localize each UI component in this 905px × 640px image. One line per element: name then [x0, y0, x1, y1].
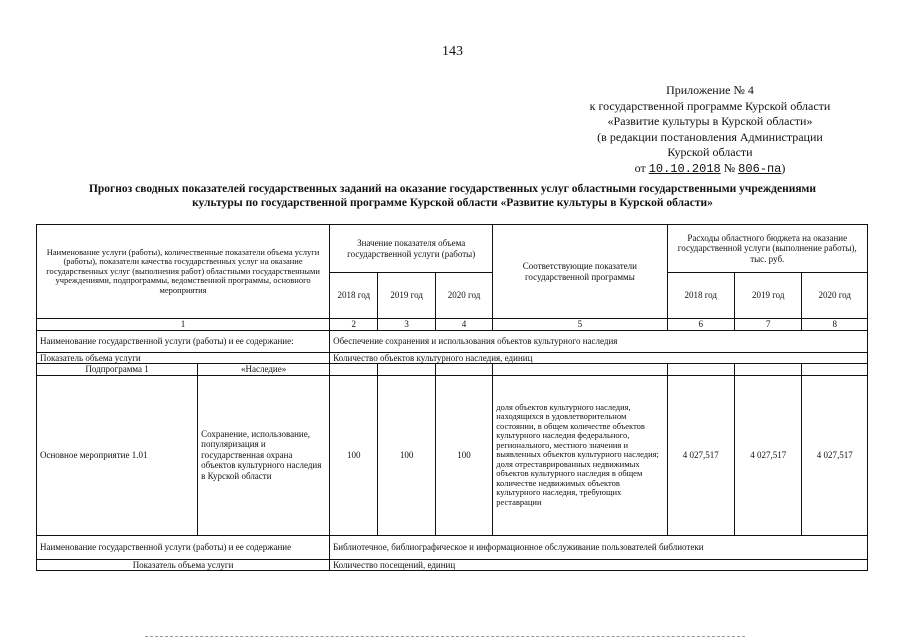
annex-line: Приложение № 4	[666, 83, 754, 97]
volume-value: Количество посещений, единиц	[330, 559, 868, 571]
document-title	[30, 182, 875, 210]
number-prefix: №	[723, 160, 736, 175]
header-name-column: Наименование услуги (работы), количественные показатели объема услуги (работы), показатели качества государственных услуг на оказание государственных услуг (выполнения работ) областными государственными учреждениями, подпрограммы, ведомственной программы, основного мероприятия	[37, 225, 330, 319]
header-budget-2019: 2019 год	[734, 273, 801, 319]
volume-label: Показатель объема услуги	[37, 352, 330, 364]
annex-line: Курской области	[667, 145, 753, 159]
budget-2020: 4 027,517	[802, 375, 868, 535]
page-number: 143	[442, 44, 463, 59]
volume-label: Показатель объема услуги	[37, 559, 330, 571]
forecast-table	[36, 224, 868, 571]
annex-number: 806-па	[738, 161, 782, 176]
service-label: Наименование государственной услуги (работы) и ее содержание	[37, 535, 330, 559]
annex-suffix: )	[781, 160, 786, 175]
program-indicator: доля объектов культурного наследия, находящихся в удовлетворительном состоянии, в общем количестве объектов культурного наследия федерального, регионального, местного значения и выявленных объектов культурного наследия; доля отреставрированных недвижимых объектов культурного наследия в общем количестве недвижимых объектов культурного наследия, требующих реставрации	[493, 375, 667, 535]
column-number: 5	[493, 319, 667, 331]
service-value: Библиотечное, библиографическое и информационное обслуживание пользователей библиотеки	[330, 535, 868, 559]
column-number: 6	[667, 319, 734, 331]
service-value: Обеспечение сохранения и использования объектов культурного наследия	[330, 330, 868, 352]
header-indicators-column: Соответствующие показатели государственной программы	[493, 225, 667, 319]
annex-line: «Развитие культуры в Курской области»	[607, 114, 813, 128]
header-budget-group: Расходы областного бюджета на оказание государственной услуги (выполнение работы), тыс. руб.	[667, 225, 868, 273]
column-number: 4	[435, 319, 492, 331]
header-year-2020: 2020 год	[435, 273, 492, 319]
annex-line: к государственной программе Курской области	[589, 98, 831, 113]
empty-cell	[802, 364, 868, 376]
subprogram-label: Подпрограмма 1	[37, 364, 198, 376]
empty-cell	[435, 364, 492, 376]
annex-date: 10.10.2018	[648, 161, 721, 176]
column-number: 1	[37, 319, 330, 331]
header-budget-2018: 2018 год	[667, 273, 734, 319]
date-prefix: от	[634, 160, 646, 175]
empty-cell	[734, 364, 801, 376]
value-2019: 100	[378, 375, 435, 535]
empty-cell	[330, 364, 378, 376]
header-value-group: Значение показателя объема государственной услуги (работы)	[330, 225, 493, 273]
annex-block	[560, 83, 860, 177]
budget-2019: 4 027,517	[734, 375, 801, 535]
header-budget-2020: 2020 год	[802, 273, 868, 319]
column-number: 8	[802, 319, 868, 331]
empty-cell	[667, 364, 734, 376]
empty-cell	[493, 364, 667, 376]
activity-label: Основное мероприятие 1.01	[37, 375, 198, 535]
annex-date-line	[635, 161, 786, 178]
subprogram-name: «Наследие»	[198, 364, 330, 376]
column-number: 7	[734, 319, 801, 331]
title-line: Прогноз сводных показателей государственных заданий на оказание государственных услуг областными государственными учреждениями	[88, 183, 817, 195]
service-label: Наименование государственной услуги (работы) и ее содержание:	[37, 330, 330, 352]
page-bottom-edge	[145, 636, 745, 637]
budget-2018: 4 027,517	[667, 375, 734, 535]
column-number: 3	[378, 319, 435, 331]
title-line: культуры по государственной программе Курской области «Развитие культуры в Курской области»	[192, 197, 713, 209]
header-year-2019: 2019 год	[378, 273, 435, 319]
activity-description: Сохранение, использование, популяризация и государственная охрана объектов культурного наследия в Курской области	[198, 375, 330, 535]
empty-cell	[378, 364, 435, 376]
volume-value: Количество объектов культурного наследия, единиц	[330, 352, 868, 364]
column-number: 2	[330, 319, 378, 331]
annex-line: (в редакции постановления Администрации	[597, 129, 823, 144]
header-year-2018: 2018 год	[330, 273, 378, 319]
value-2020: 100	[435, 375, 492, 535]
value-2018: 100	[330, 375, 378, 535]
